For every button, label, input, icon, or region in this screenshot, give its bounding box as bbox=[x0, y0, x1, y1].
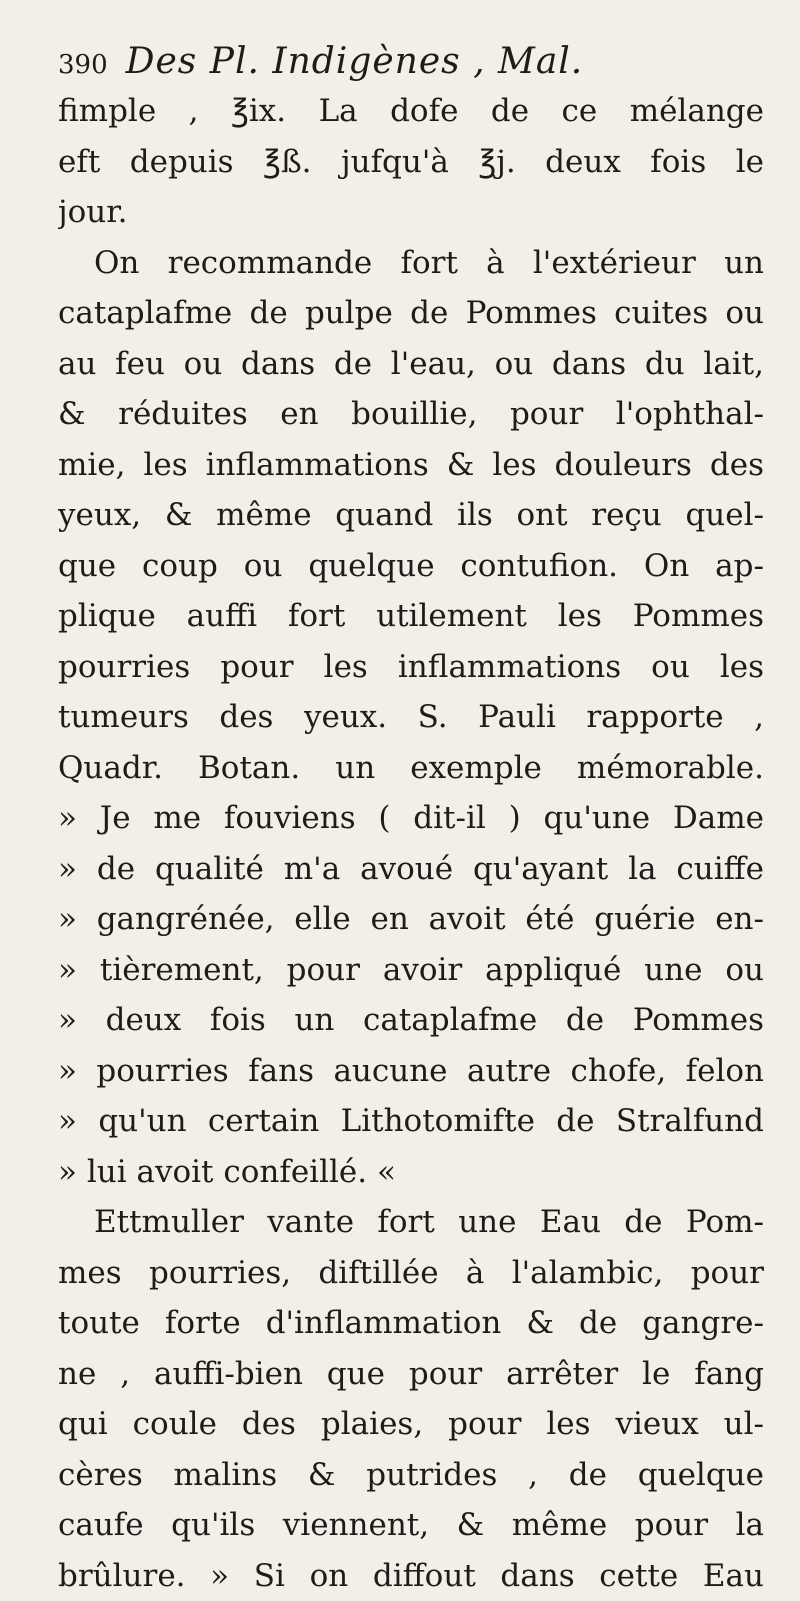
page-number: 390 bbox=[58, 50, 108, 80]
text-line: » tièrement, pour avoir appliqué une ou bbox=[58, 945, 764, 996]
text-line: pourries pour les inflammations ou les bbox=[58, 642, 764, 693]
running-head bbox=[58, 40, 764, 84]
text-line: & réduites en bouillie, pour l'ophthal- bbox=[58, 389, 764, 440]
text-line: yeux, & même quand ils ont reçu quel- bbox=[58, 490, 764, 541]
text-line: » pourries fans aucune autre chofe, felon bbox=[58, 1046, 764, 1097]
text-line: mes pourries, diftillée à l'alambic, pour bbox=[58, 1248, 764, 1299]
text-line: tumeurs des yeux. S. Pauli rapporte , bbox=[58, 692, 764, 743]
text-line: » de qualité m'a avoué qu'ayant la cuiffe bbox=[58, 844, 764, 895]
text-line: Quadr. Botan. un exemple mémorable. bbox=[58, 743, 764, 794]
text-line: fimple , ℥ix. La dofe de ce mélange bbox=[58, 86, 764, 137]
text-line: On recommande fort à l'extérieur un bbox=[58, 238, 764, 289]
paragraph-1 bbox=[58, 86, 764, 238]
text-line: » Je me fouviens ( dit-il ) qu'une Dame bbox=[58, 793, 764, 844]
text-line: au feu ou dans de l'eau, ou dans du lait, bbox=[58, 339, 764, 390]
text-line: Ettmuller vante fort une Eau de Pom- bbox=[58, 1197, 764, 1248]
text-line: » lui avoit confeillé. « bbox=[58, 1147, 764, 1198]
paragraph-3 bbox=[58, 1197, 764, 1601]
text-line: toute forte d'inflammation & de gangre- bbox=[58, 1298, 764, 1349]
text-line: cataplafme de pulpe de Pommes cuites ou bbox=[58, 288, 764, 339]
running-head-title: Des Pl. Indigènes , Mal. bbox=[126, 41, 584, 82]
text-line: ne , auffi-bien que pour arrêter le fang bbox=[58, 1349, 764, 1400]
text-line: eft depuis ℥ß. jufqu'à ℥j. deux fois le bbox=[58, 137, 764, 188]
text-line: » qu'un certain Lithotomifte de Stralfund bbox=[58, 1096, 764, 1147]
text-line: cères malins & putrides , de quelque bbox=[58, 1450, 764, 1501]
text-line: qui coule des plaies, pour les vieux ul- bbox=[58, 1399, 764, 1450]
text-line: caufe qu'ils viennent, & même pour la bbox=[58, 1500, 764, 1551]
paragraph-2 bbox=[58, 238, 764, 1198]
text-line: » gangrénée, elle en avoit été guérie en- bbox=[58, 894, 764, 945]
text-line: brûlure. » Si on diffout dans cette Eau bbox=[58, 1551, 764, 1601]
text-line: jour. bbox=[58, 187, 764, 238]
text-line: que coup ou quelque contufion. On ap- bbox=[58, 541, 764, 592]
text-line: plique auffi fort utilement les Pommes bbox=[58, 591, 764, 642]
text-line: mie, les inflammations & les douleurs des bbox=[58, 440, 764, 491]
text-line: » deux fois un cataplafme de Pommes bbox=[58, 995, 764, 1046]
